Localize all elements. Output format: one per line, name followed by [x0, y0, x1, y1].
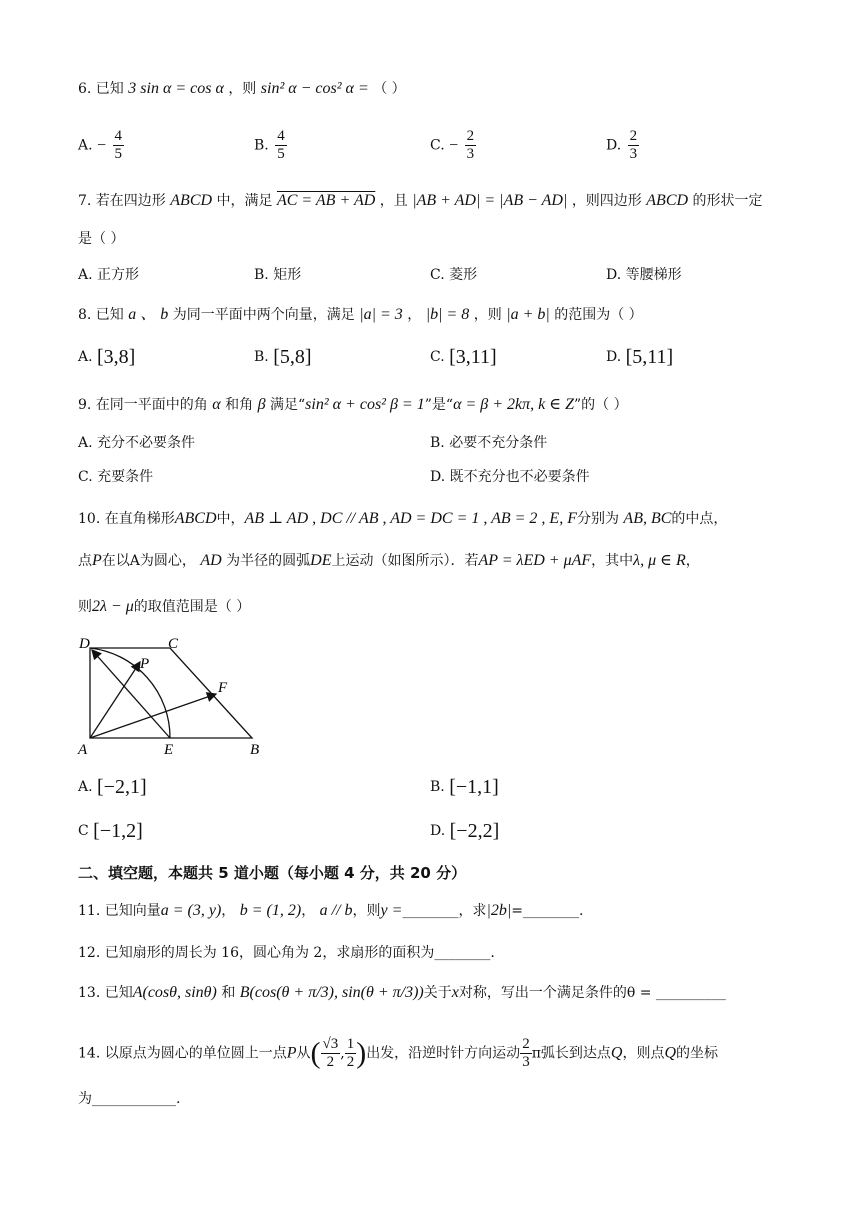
q9-option-d	[430, 466, 590, 488]
trapezoid-figure	[72, 636, 272, 758]
q13-text: 和	[221, 985, 236, 1001]
q14-text: 的坐标	[676, 1045, 719, 1062]
q14-math: Q	[664, 1044, 677, 1062]
question-14: 14. 以原点为圆心的单位圆上一点P从( $\frac{√3}{2}$ , $\frac{1}{2}$ )出发，沿逆时针方向运动 $\frac{2}{3}$ π弧长到达点Q，则点Q的坐标	[78, 1036, 719, 1070]
q11-text: ，则	[352, 903, 381, 919]
option-text: 充要条件	[97, 469, 154, 485]
q8-condition-1: |a| = 3	[359, 306, 403, 323]
option-text: [−2,2]	[449, 820, 500, 842]
q10-text: 为半径的圆弧	[226, 553, 311, 569]
q10-text: 分别为	[576, 511, 619, 527]
q9-alpha: α	[212, 396, 221, 413]
q10-text: 为圆心，	[139, 553, 196, 569]
q14-line-2: 为____________.	[78, 1091, 181, 1107]
q9-text: 9. 在同一平面中的角	[78, 397, 208, 413]
option-label: C.	[430, 267, 445, 283]
q13-text: 对称，写出一个满足条件的θ = __________	[458, 985, 726, 1001]
option-fraction	[628, 128, 640, 163]
option-label: D.	[606, 137, 622, 154]
q9-condition-1: sin² α + cos² β = 1	[305, 396, 425, 413]
q14-text: 出发，沿逆时针方向运动	[366, 1045, 521, 1062]
fraction-denominator: 3	[522, 1054, 530, 1070]
option-label: A.	[78, 435, 93, 451]
option-label: C.	[430, 137, 445, 154]
q14-math: P	[286, 1044, 297, 1062]
fraction-numerator: 2	[629, 128, 638, 144]
q13-math: x	[451, 984, 459, 1001]
q6-expression: sin² α − cos² α =	[260, 80, 369, 97]
q13-text: 关于	[423, 985, 452, 1001]
q10-math: AB, BC	[623, 510, 672, 527]
question-12: 12. 已知扇形的周长为 16，圆心角为 2，求扇形的面积为________.	[78, 945, 495, 961]
point-x-fraction	[321, 1036, 341, 1071]
q10-math: DE	[310, 552, 332, 569]
option-text: 必要不充分条件	[449, 435, 548, 451]
q13-math: A(cosθ, sinθ)	[132, 984, 217, 1001]
q9-beta: β	[257, 396, 266, 413]
fraction-numerator: 2	[522, 1036, 530, 1052]
question-13	[78, 982, 726, 1004]
q6-option-a	[78, 128, 124, 163]
q11-text: ，	[221, 903, 236, 919]
option-label: C.	[78, 469, 93, 485]
option-text: [5,11]	[625, 346, 674, 368]
q13-math: B(cos(θ + π/3), sin(θ + π/3))	[239, 984, 424, 1001]
fraction-numerator: 2	[466, 128, 475, 144]
option-text: 矩形	[273, 267, 302, 283]
q6-blank: （ ）	[373, 81, 406, 97]
q10-text: 点	[78, 553, 92, 569]
q8-option-c	[430, 346, 497, 368]
q8-option-d	[606, 346, 673, 368]
option-sign: −	[449, 136, 459, 154]
q11-math: a // b	[319, 902, 353, 919]
label-b: B	[250, 742, 260, 758]
q9-text: 满足“	[270, 397, 306, 413]
q14-text: 弧长到达点	[540, 1045, 611, 1062]
option-text: 菱形	[449, 267, 478, 283]
q10-text: 在以	[101, 553, 130, 569]
option-text: [−1,1]	[449, 776, 499, 798]
option-label: C	[78, 823, 89, 839]
fraction-denominator: 2	[346, 1054, 355, 1070]
option-label: D.	[606, 267, 622, 283]
q8-text: ，则	[473, 307, 502, 323]
q8-option-a	[78, 346, 135, 368]
q10-math: 2λ − μ	[92, 598, 134, 615]
fraction-denominator: 2	[326, 1054, 335, 1070]
q14-math: Q	[610, 1044, 623, 1062]
label-d: D	[79, 636, 90, 652]
q11-text: ，求	[458, 903, 487, 919]
point-y-fraction	[345, 1036, 357, 1071]
q6-option-b	[254, 128, 287, 163]
option-sign: −	[97, 136, 107, 154]
q10-option-c	[78, 820, 143, 842]
q8-option-b	[254, 346, 312, 368]
option-label: B.	[254, 349, 269, 365]
option-label: D.	[430, 823, 446, 839]
question-6	[78, 78, 406, 100]
q11-math: a = (3, y)	[160, 902, 222, 919]
q8-text: 为同一平面中两个向量，满足	[172, 307, 355, 323]
vector-af	[90, 694, 216, 738]
fraction-denominator: 5	[114, 146, 122, 162]
q7-shape: ABCD	[170, 192, 213, 209]
q10-math: AD	[200, 552, 222, 569]
option-fraction	[465, 128, 477, 163]
q11-math: b = (1, 2)	[239, 902, 302, 919]
question-10	[78, 508, 727, 530]
option-text: [3,11]	[449, 346, 497, 368]
q10-text: A	[129, 553, 140, 569]
q10-option-d	[430, 820, 499, 842]
option-text: [−1,2]	[93, 820, 143, 842]
q10-text: 10. 在直角梯形	[78, 511, 175, 527]
q9-option-a	[78, 432, 195, 454]
q9-text: 和角	[225, 397, 254, 413]
option-label: B.	[254, 267, 269, 283]
q14-text: ，则点	[622, 1045, 665, 1062]
q7-text: ，则四边形	[571, 193, 642, 209]
q10-text: ，	[685, 553, 700, 569]
q14-pi: π	[531, 1045, 541, 1062]
q7-text: 中，满足	[216, 193, 273, 209]
q9-condition-2: α = β + 2kπ, k ∈ Z	[453, 396, 574, 413]
fraction-denominator: 5	[277, 146, 285, 162]
fraction-numerator: √3	[322, 1036, 339, 1052]
q11-math: y =	[380, 902, 403, 919]
label-p: P	[140, 656, 150, 672]
q7-condition-2: |AB + AD| = |AB − AD|	[412, 192, 568, 209]
fraction-denominator: 3	[629, 146, 638, 162]
option-label: B.	[430, 779, 445, 795]
option-text: 既不充分也不必要条件	[449, 469, 590, 485]
question-7	[78, 190, 763, 212]
label-e: E	[164, 742, 174, 758]
q13-text: 13. 已知	[78, 985, 133, 1001]
q9-option-b	[430, 432, 547, 454]
q6-option-d	[606, 128, 639, 163]
option-label: D.	[606, 349, 622, 365]
q7-text: ，且	[379, 193, 408, 209]
q9-text: ”是“	[424, 397, 454, 413]
question-11	[78, 900, 583, 922]
q6-mid: ，则	[228, 81, 257, 97]
label-a: A	[78, 742, 88, 758]
q10-math: AP = λED + μAF	[478, 552, 592, 569]
option-text: [3,8]	[97, 346, 136, 368]
q7-option-a	[78, 264, 139, 286]
q7-option-d	[606, 264, 682, 286]
q8-text: 8. 已知	[78, 307, 124, 323]
option-text: 正方形	[97, 267, 140, 283]
option-label: A.	[78, 137, 93, 154]
q7-option-b	[254, 264, 301, 286]
q7-condition-1: AC = AB + AD	[276, 192, 376, 209]
option-text: [5,8]	[273, 346, 312, 368]
q10-line-3	[78, 596, 250, 618]
fraction-numerator: 4	[277, 128, 285, 144]
q10-math: P	[92, 552, 102, 569]
arc-fraction	[520, 1036, 532, 1071]
option-text: 等腰梯形	[625, 267, 682, 283]
question-9	[78, 394, 628, 416]
q10-math: ABCD	[174, 510, 217, 527]
q14-text: 14. 以原点为圆心的单位圆上一点	[78, 1045, 287, 1062]
q6-option-c	[430, 128, 476, 163]
q9-option-c	[78, 466, 153, 488]
option-label: B.	[254, 137, 269, 154]
option-fraction	[113, 128, 125, 163]
q11-math: |2b|	[486, 902, 512, 919]
q14-text: 从	[296, 1045, 311, 1062]
q11-blank: =________.	[511, 903, 584, 919]
option-label: A.	[78, 267, 93, 283]
q7-line-2: 是（ ）	[78, 231, 125, 247]
option-label: A.	[78, 779, 93, 795]
fraction-numerator: 1	[346, 1036, 355, 1052]
label-c: C	[168, 636, 179, 652]
q10-text: 则	[78, 599, 92, 615]
section-2-heading: 二、填空题，本题共 5 道小题（每小题 4 分，共 20 分）	[78, 864, 467, 882]
q7-option-c	[430, 264, 477, 286]
q7-text: 的形状一定	[692, 193, 763, 209]
label-f: F	[218, 680, 228, 696]
q6-stem: 6. 已知	[78, 81, 124, 97]
q10-math: AB ⊥ AD , DC // AB , AD = DC = 1 , AB = 2 , E, F	[244, 510, 577, 527]
q10-line-2	[78, 550, 700, 572]
q8-expression: |a + b|	[506, 306, 550, 323]
q10-text: 中，	[216, 511, 245, 527]
q7-text: 7. 若在四边形	[78, 193, 166, 209]
option-text: 充分不必要条件	[97, 435, 196, 451]
option-label: C.	[430, 349, 445, 365]
q10-option-a	[78, 776, 147, 798]
option-fraction	[275, 128, 287, 163]
option-label: B.	[430, 435, 445, 451]
q8-text: 的范围为（ ）	[554, 307, 643, 323]
q6-condition: 3 sin α = cos α	[128, 80, 224, 97]
option-label: A.	[78, 349, 93, 365]
vector-ap	[90, 662, 140, 738]
fraction-denominator: 3	[466, 146, 475, 162]
q10-option-b	[430, 776, 499, 798]
q10-text: 的中点，	[671, 511, 728, 527]
question-8: 8. 已知 a 、 b 为同一平面中两个向量，满足 |a| = 3 ， |b| = 8 ，则 |a + b| 的范围为（ ）	[78, 306, 643, 323]
option-text: [−2,1]	[97, 776, 147, 798]
q9-text: ”的（ ）	[573, 397, 628, 413]
fraction-numerator: 4	[114, 128, 122, 144]
q11-text: ，	[301, 903, 316, 919]
q11-text: 11. 已知向量	[78, 903, 161, 919]
q8-condition-2: |b| = 8	[425, 306, 470, 323]
q8-vectors: a 、 b	[128, 306, 169, 323]
q7-shape: ABCD	[646, 192, 689, 209]
trapezoid-outline	[90, 648, 252, 738]
q10-text: 的取值范围是（ ）	[133, 599, 251, 615]
q10-text: ，其中	[591, 553, 634, 569]
q11-blank: ________	[402, 903, 459, 919]
q10-math: λ, μ ∈ R	[633, 552, 686, 569]
q10-text: 上运动（如图所示）．若	[331, 553, 479, 569]
option-label: D.	[430, 469, 446, 485]
